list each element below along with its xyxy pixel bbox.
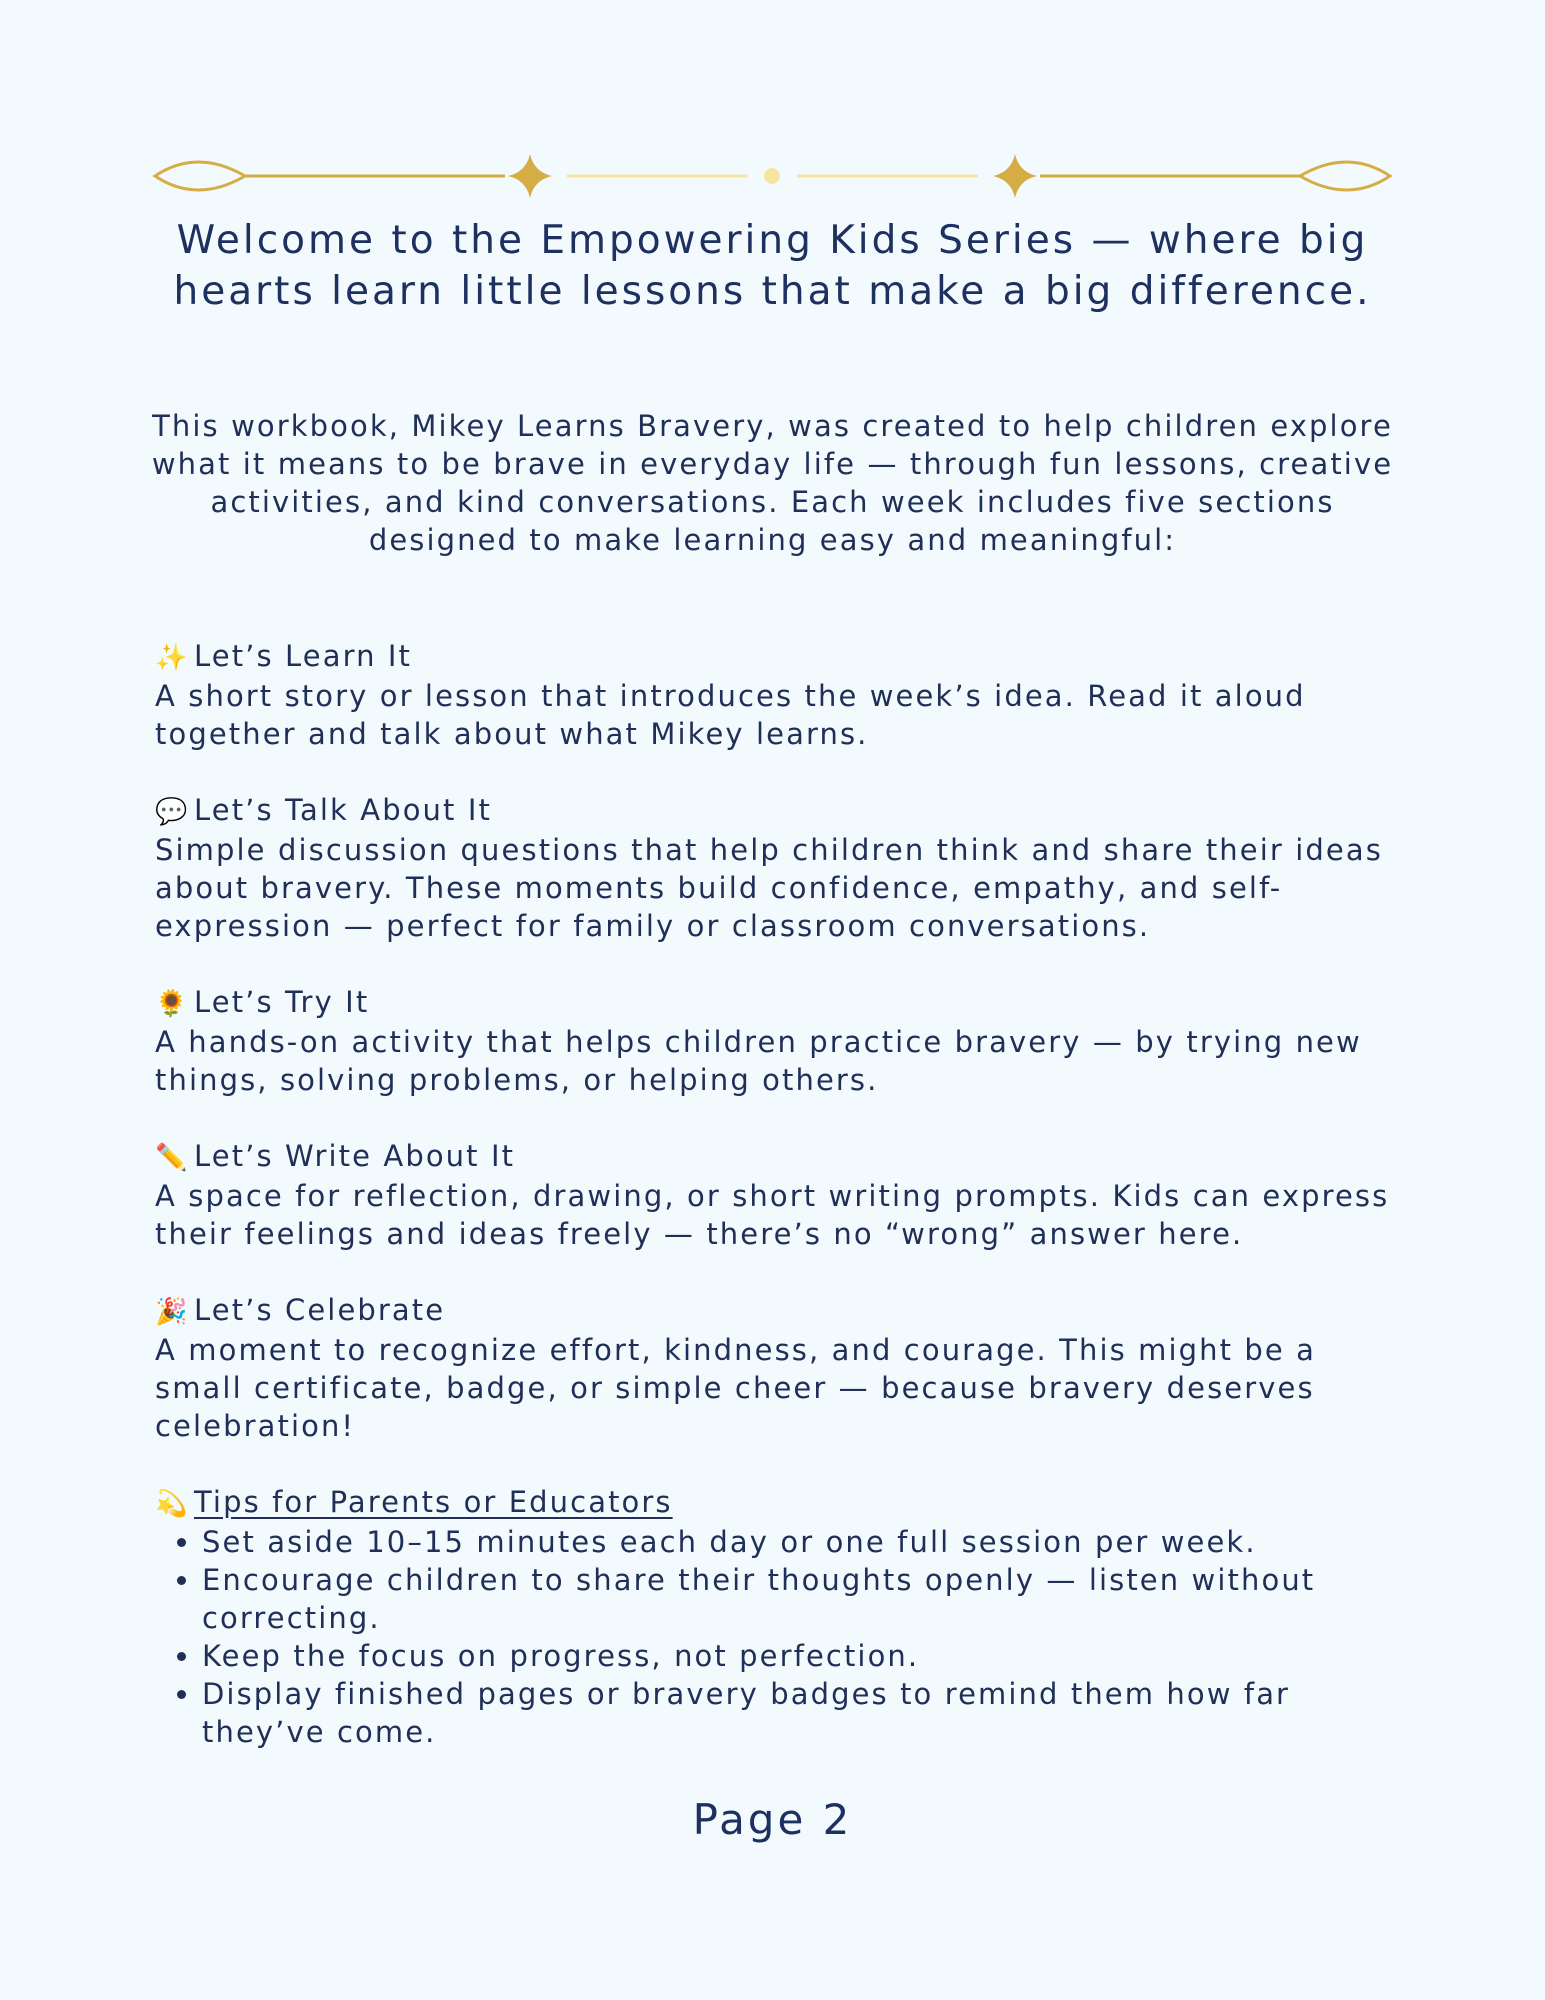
party-popper-icon: 🎉 bbox=[155, 1297, 190, 1327]
tips-section bbox=[155, 1483, 1405, 1751]
section-title bbox=[155, 1137, 1405, 1177]
section-learn-it bbox=[155, 637, 1405, 753]
section-title bbox=[155, 637, 1405, 677]
decorative-divider bbox=[150, 150, 1395, 202]
section-title-text: Let’s Talk About It bbox=[194, 793, 492, 827]
center-dot-ornament bbox=[764, 168, 780, 184]
section-title-text: Let’s Celebrate bbox=[194, 1293, 446, 1327]
section-title bbox=[155, 983, 1405, 1023]
left-sparkle-ornament bbox=[508, 154, 552, 198]
sparkles-icon: ✨ bbox=[155, 643, 190, 673]
page-number: Page 2 bbox=[692, 1795, 853, 1844]
sunflower-icon: 🌻 bbox=[155, 989, 190, 1019]
tips-list-item: • Set aside 10–15 minutes each day or one full session per week. bbox=[202, 1523, 1405, 1561]
section-title-text: Let’s Learn It bbox=[194, 639, 412, 673]
section-description: A short story or lesson that introduces the week’s idea. Read it aloud together and talk about what Mikey learns. bbox=[155, 679, 1306, 751]
tips-list-item: • Display finished pages or bravery badges to remind them how far they’ve come. bbox=[202, 1675, 1405, 1751]
section-title-text: Let’s Try It bbox=[194, 985, 370, 1019]
dizzy-star-icon: 💫 bbox=[155, 1489, 190, 1519]
section-title-text: Let’s Write About It bbox=[194, 1139, 516, 1173]
page-title: Welcome to the Empowering Kids Series — where big hearts learn little lessons that make a big difference. bbox=[173, 218, 1372, 314]
section-description: A moment to recognize effort, kindness, and courage. This might be a small certificate, badge, or simple cheer — because bravery deserves celebration! bbox=[155, 1333, 1317, 1443]
pencil-icon: ✏️ bbox=[155, 1143, 190, 1173]
tips-list bbox=[155, 1523, 1405, 1751]
section-description: A hands-on activity that helps children practice bravery — by trying new things, solving problems, or helping others. bbox=[155, 1025, 1362, 1097]
tips-title-text: Tips for Parents or Educators bbox=[194, 1485, 673, 1519]
section-title bbox=[155, 791, 1405, 831]
section-try-it bbox=[155, 983, 1405, 1099]
section-description: A space for reflection, drawing, or short writing prompts. Kids can express their feelings and ideas freely — there’s no “wrong” answer here. bbox=[155, 1179, 1390, 1251]
tips-list-item: • Keep the focus on progress, not perfection. bbox=[202, 1637, 1405, 1675]
right-sparkle-ornament bbox=[993, 154, 1037, 198]
speech-bubble-icon: 💬 bbox=[155, 797, 190, 827]
tips-title bbox=[155, 1483, 1405, 1523]
left-leaf-ornament bbox=[155, 162, 245, 190]
sections-list bbox=[155, 637, 1405, 1751]
section-talk-about-it bbox=[155, 791, 1405, 945]
section-description: Simple discussion questions that help children think and share their ideas about bravery. These moments build confidence, empathy, and self-expression — perfect for family or classroom conversations. bbox=[155, 833, 1383, 943]
intro-paragraph: This workbook, Mikey Learns Bravery, was created to help children explore what it means to be brave in everyday life — through fun lessons, creative activities, and kind conversations. Each week includes five sections designed to make learning easy and meaningful: bbox=[151, 409, 1394, 557]
section-write-about-it bbox=[155, 1137, 1405, 1253]
section-title bbox=[155, 1291, 1405, 1331]
tips-list-item: • Encourage children to share their thoughts openly — listen without correcting. bbox=[202, 1561, 1405, 1637]
section-celebrate bbox=[155, 1291, 1405, 1445]
right-leaf-ornament bbox=[1300, 162, 1390, 190]
